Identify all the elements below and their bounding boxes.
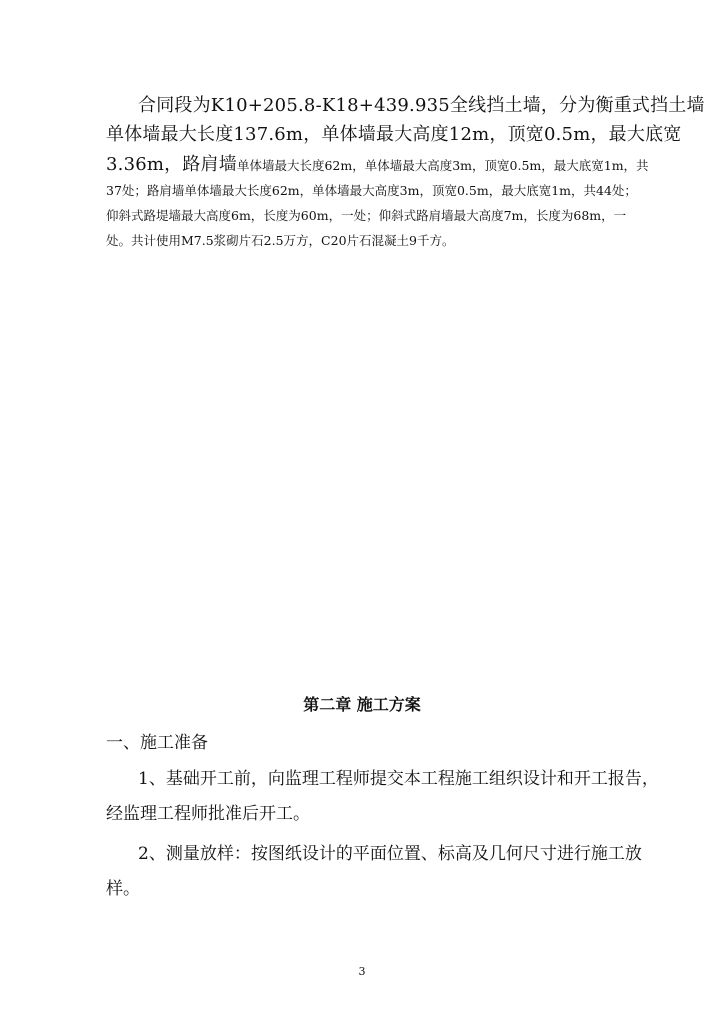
item-1-line-1: 1、基础开工前，向监理工程师提交本工程施工组织设计和开工报告， <box>138 769 659 789</box>
item-1-line-2: 经监理工程师批准后开工。 <box>106 804 310 824</box>
intro-line-2: 单体墙最大长度137.6m，单体墙最大高度12m，顶宽0.5m，最大底宽 <box>106 124 682 145</box>
intro-line-4: 37处；路肩墙单体墙最大长度62m，单体墙最大高度3m，顶宽0.5m，最大底宽1m，共44处； <box>106 183 637 198</box>
intro-line-3-small: 单体墙最大长度62m，单体墙最大高度3m，顶宽0.5m，最大底宽1m，共 <box>236 158 649 173</box>
intro-line-5: 仰斜式路堤墙最大高度6m，长度为60m，一处；仰斜式路肩墙最大高度7m，长度为68m，一 <box>106 208 627 223</box>
chapter-title: 第二章 施工方案 <box>303 695 421 714</box>
item-2-line-2: 样。 <box>106 879 140 899</box>
intro-line-6: 处。共计使用M7.5浆砌片石2.5万方，C20片石混凝土9千方。 <box>106 233 455 248</box>
item-2-line-1: 2、测量放样：按图纸设计的平面位置、标高及几何尺寸进行施工放 <box>138 844 642 864</box>
intro-line-3-large: 3.36m，路肩墙 <box>106 154 237 175</box>
intro-line-3 <box>106 156 649 174</box>
intro-line-1: 合同段为K10+205.8-K18+439.935全线挡土墙，分为衡重式挡土墙 <box>138 95 705 116</box>
section-title: 一、施工准备 <box>106 733 208 753</box>
page-number: 3 <box>358 965 366 978</box>
